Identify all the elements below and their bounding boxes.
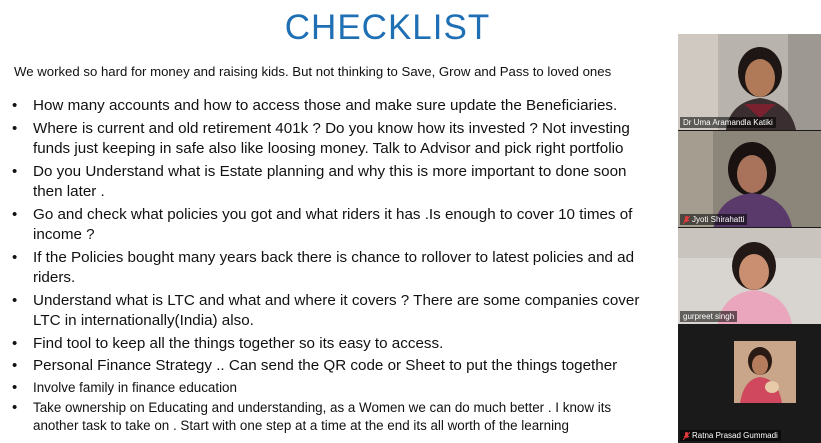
slide-intro: We worked so hard for money and raising kids. But not thinking to Save, Grow and Pass to loved ones [14, 64, 612, 79]
participant-nameplate [680, 311, 737, 322]
bullet-item: • If the Policies bought many years back there is chance to rollover to latest policies and ad riders. [0, 248, 690, 289]
participant-tile[interactable] [678, 34, 821, 130]
participant-video [678, 325, 821, 443]
participant-name: Ratna Prasad Gummadi [692, 431, 778, 440]
bullet-item: • Where is current and old retirement 401k ? Do you know how its invested ? Not investing funds just keeping in safe also like loosing money. Talk to Advisor and pick right portfolio [0, 119, 690, 160]
participant-video [678, 131, 821, 227]
mic-muted-icon [683, 432, 690, 440]
bullet-item: • Go and check what policies you got and what riders it has .Is enough to cover 10 times of income ? [0, 205, 690, 246]
bullet-item: • Understand what is LTC and what and where it covers ? There are some companies cover LTC in internationally(India) also. [0, 291, 690, 332]
bullet-item: • Personal Finance Strategy .. Can send the QR code or Sheet to put the things together [0, 356, 690, 376]
checklist-bullets [0, 96, 690, 437]
bullet-item: • Find tool to keep all the things together so its easy to access. [0, 334, 690, 354]
mic-muted-icon [683, 216, 690, 224]
slide-title: CHECKLIST [284, 8, 491, 47]
bullet-item: • How many accounts and how to access those and make sure update the Beneficiaries. [0, 96, 690, 116]
participant-name: Jyoti Shirahatti [692, 215, 745, 224]
participant-tile[interactable] [678, 131, 821, 227]
participant-tile[interactable] [678, 325, 821, 443]
participant-name: Dr Uma Aramandla Katiki [683, 118, 773, 127]
participant-nameplate [680, 117, 776, 128]
participant-name: gurpreet singh [683, 312, 735, 321]
participant-nameplate [680, 430, 781, 441]
participant-nameplate [680, 214, 747, 225]
participant-video-panel [678, 34, 821, 443]
bullet-item: • Do you Understand what is Estate planning and why this is more important to done soon then later . [0, 162, 690, 203]
participant-video [678, 34, 821, 130]
bullet-item: • Involve family in finance education [0, 379, 690, 397]
participant-tile[interactable] [678, 228, 821, 324]
bullet-item: • Take ownership on Educating and understanding, as a Women we can do much better . I know its another task to take on . Start with one step at a time at the end its all worth of the learning [0, 399, 690, 435]
participant-video [678, 228, 821, 324]
